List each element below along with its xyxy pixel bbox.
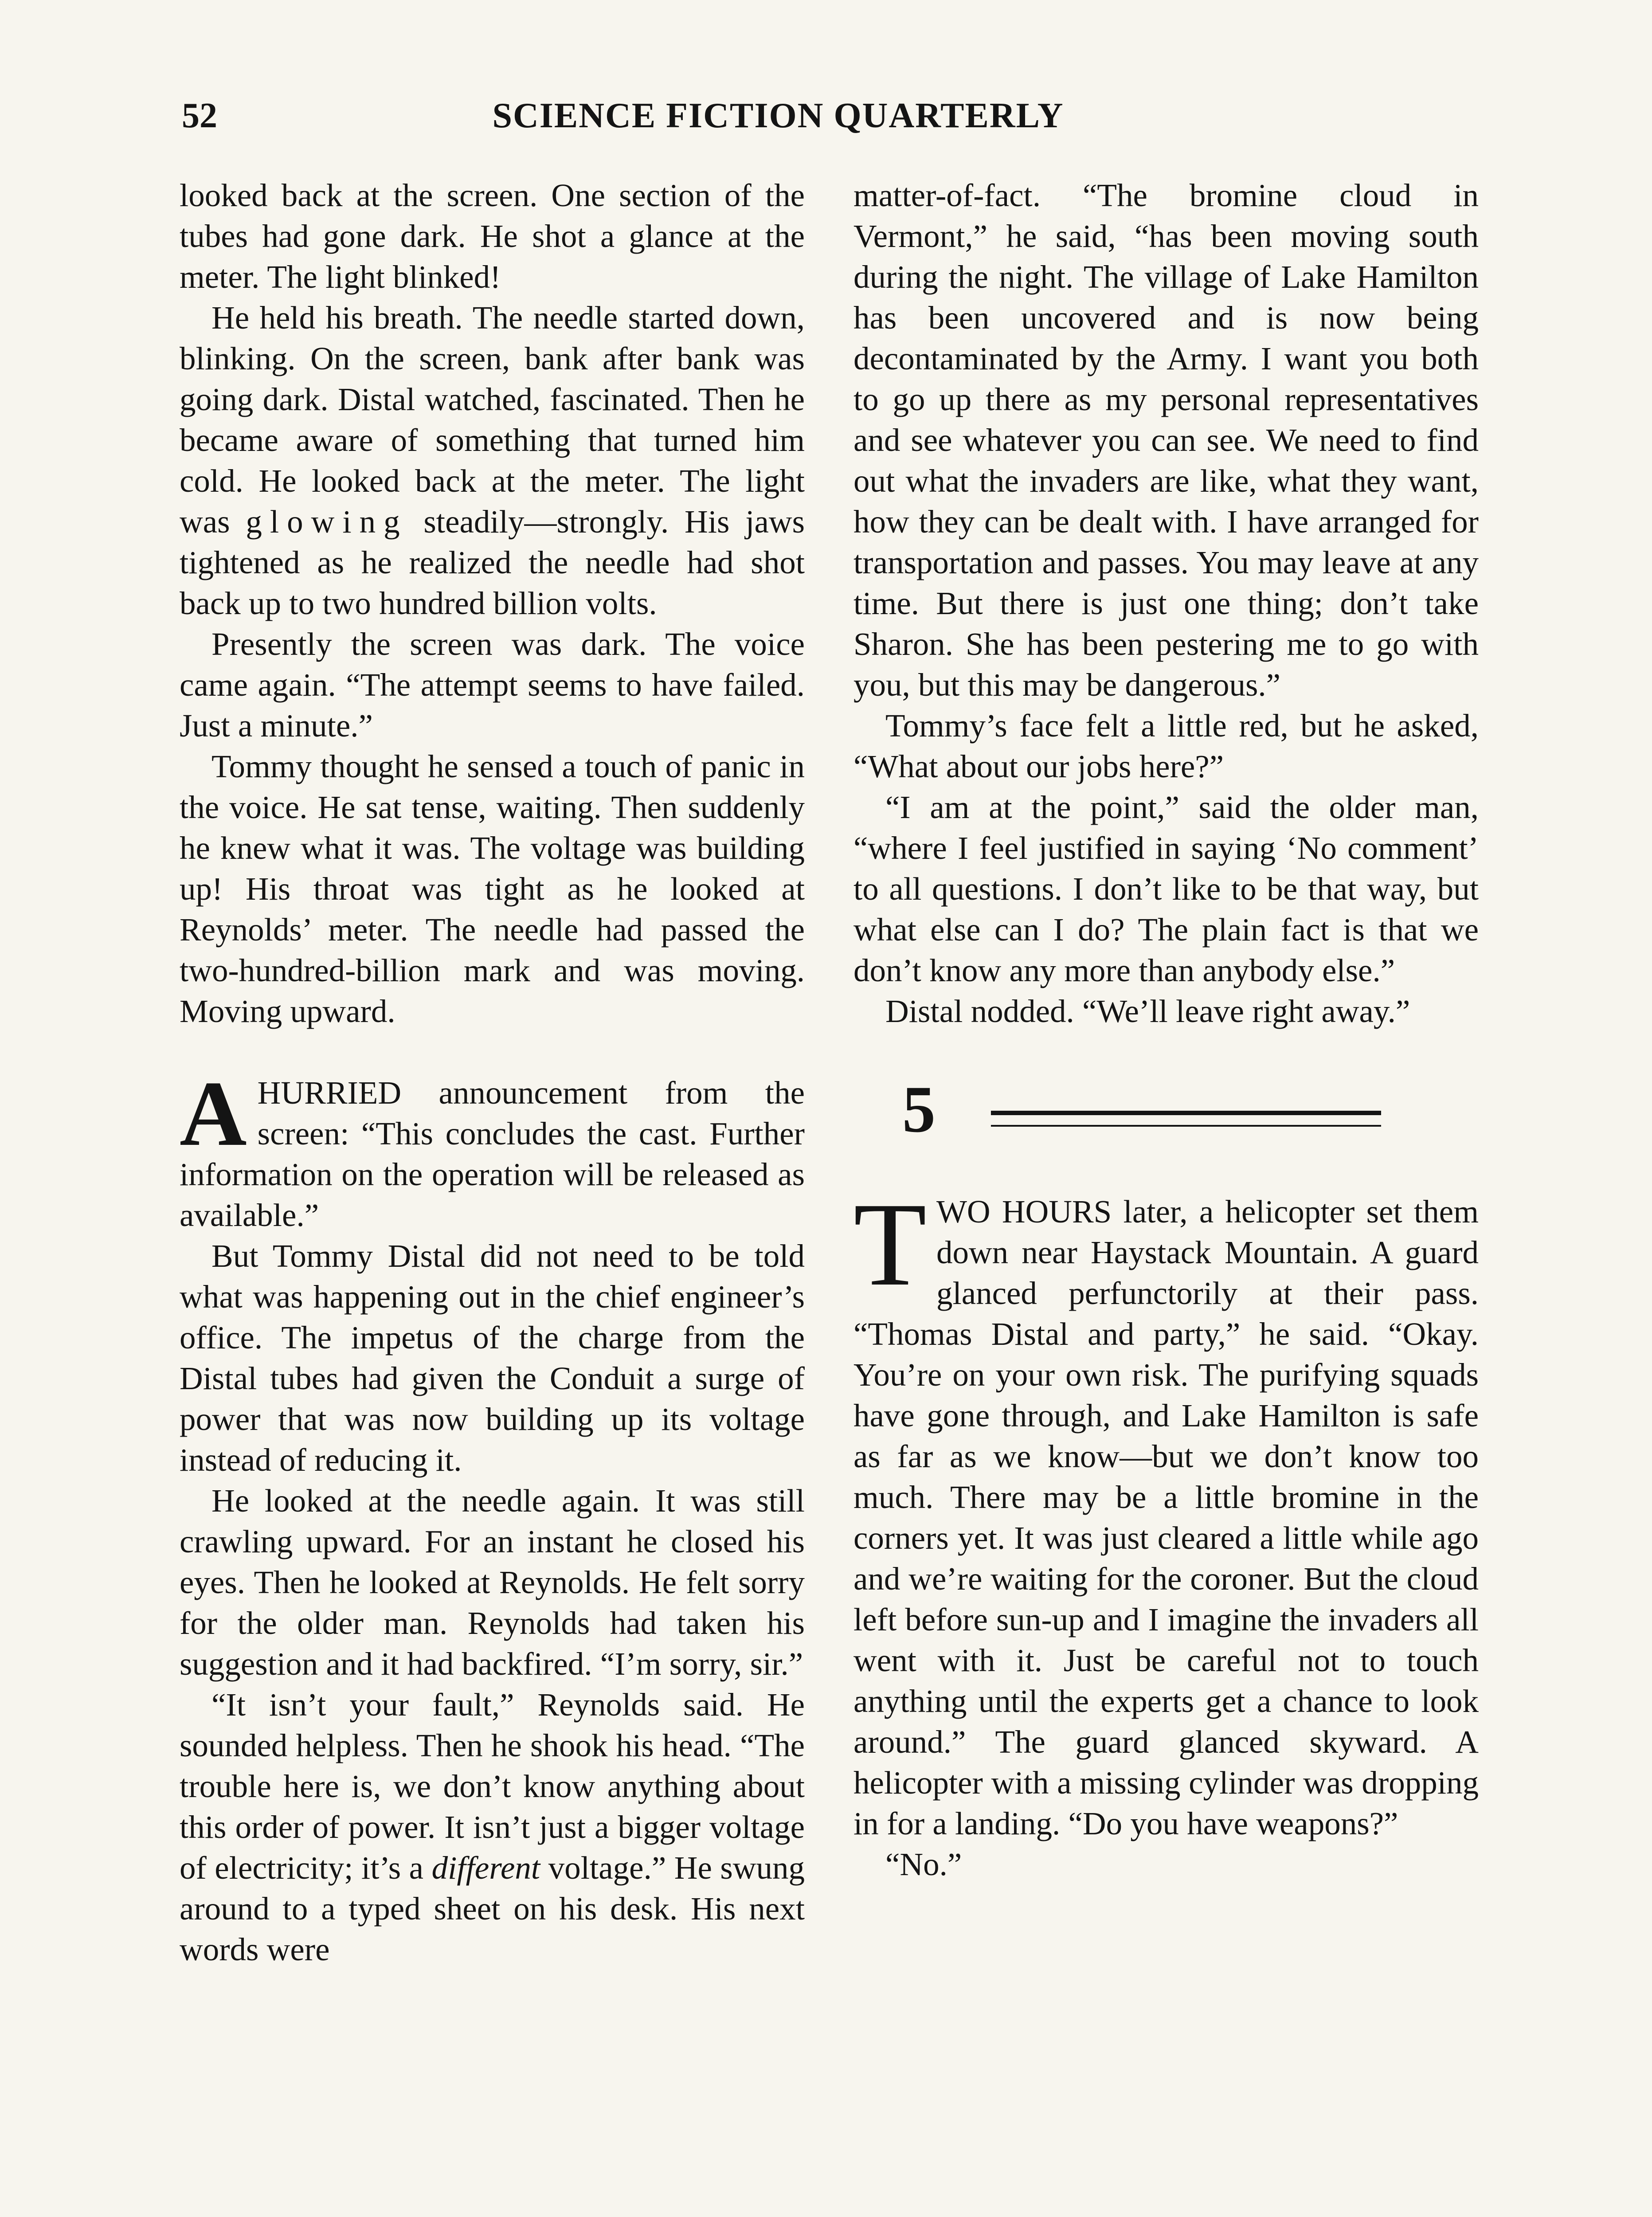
paragraph: But Tommy Distal did not need to be told what was happening out in the chief engineer’s office. The impetus of the charge from the Distal tubes had given the Conduit a surge of power that was now building up its voltage instead of reducing it. bbox=[180, 1238, 805, 1478]
chapter-rule-thin bbox=[991, 1125, 1381, 1127]
section-opening-paragraph bbox=[180, 1062, 805, 1236]
page-number: 52 bbox=[182, 96, 217, 135]
chapter-number: 5 bbox=[902, 1073, 936, 1146]
paragraph: Distal nodded. “We’ll leave right away.” bbox=[885, 993, 1410, 1029]
paragraph: matter-of-fact. “The bromine cloud in Vermont,” he said, “has been moving south during the night. The village of Lake Hamilton has been uncovered and is now being decontaminated by the Army. I want you both to go up there as my personal representatives and see whatever you can see. We need to find out what the invaders are like, what they want, how they can be dealt with. I have arranged for transportation and passes. You may leave at any time. But there is just one thing; don’t take Sharon. She has been pestering me to go with you, but this may be dangerous.” bbox=[853, 177, 1479, 703]
paragraph: Presently the screen was dark. The voice came again. “The attempt seems to have failed. Just a minute.” bbox=[180, 626, 805, 744]
page-header bbox=[182, 96, 1215, 149]
drop-cap: T bbox=[853, 1178, 927, 1311]
drop-cap: A bbox=[180, 1062, 247, 1165]
paragraph: “I am at the point,” said the older man, “where I feel justified in saying ‘No comment’ to all questions. I don’t like to be that way, but what else can I do? The plain fact is that we don’t know any more than anybody else.” bbox=[853, 789, 1479, 988]
paragraph: Tommy’s face felt a little red, but he asked, “What about our jobs here?” bbox=[853, 708, 1479, 784]
left-column bbox=[180, 175, 805, 1970]
text-run: voltage.” He swung around to a typed sheet on his desk. His next words were bbox=[180, 1850, 805, 1967]
italic-word: different bbox=[431, 1850, 540, 1886]
chapter-rule bbox=[991, 1111, 1381, 1115]
text-run: later, a helicopter set them down near Haystack Mountain. A guard glanced perfunctorily at their pass. “Thomas Distal and party,” he said. “Okay. You’re on your own risk. The purifying squads have gone through, and Lake Hamilton is safe as far as we know—but we don’t know too much. There may be a little bromine in the corners yet. It was just cleared a little while ago and we’re waiting for the coroner. But the cloud left before sun-up and I imagine the invaders all went with it. Just be careful not to touch anything until the experts get a chance to look around.” The guard glanced skyward. A helicopter with a missing cylinder was dropping in for a landing. “Do you have weapons?” bbox=[853, 1194, 1479, 1841]
right-column bbox=[853, 175, 1479, 1885]
paragraph: He looked at the needle again. It was still crawling upward. For an instant he closed his eyes. Then he looked at Reynolds. He felt sorry for the older man. Reynolds had taken his suggestion and it had backfired. “I’m sorry, sir.” bbox=[180, 1483, 805, 1682]
paragraph bbox=[180, 1684, 805, 1970]
text-run: “It isn’t your fault,” Reynolds said. He sounded helpless. Then he shook his head. “The trouble here is, we don’t know anything about this order of power. It isn’t just a bigger voltage of electricity; it’s a bbox=[180, 1687, 805, 1886]
paragraph bbox=[180, 298, 805, 624]
lead-in-caps: WO HOURS bbox=[936, 1194, 1112, 1230]
paragraph: “No.” bbox=[885, 1846, 962, 1882]
emphasized-word: glowing bbox=[246, 504, 408, 540]
chapter-opening-paragraph bbox=[853, 1178, 1479, 1844]
text-run: He held his breath. The needle started down, blinking. On the screen, bank after bank was going dark. Distal watched, fascinated. Then he became aware of something that turned him cold. He looked back at the meter. The light was bbox=[180, 300, 805, 540]
paragraph: Tommy thought he sensed a touch of panic in the voice. He sat tense, waiting. Then suddenly he knew what it was. The voltage was building up! His throat was tight as he looked at Reynolds’ meter. The needle had passed the two-hundred-billion mark and was moving. Moving upward. bbox=[180, 748, 805, 1029]
text-run: announcement from the screen: “This concludes the cast. Further information on the operation will be released as available.” bbox=[180, 1075, 805, 1233]
chapter-heading bbox=[853, 1058, 1479, 1191]
paragraph: looked back at the screen. One section of the tubes had gone dark. He shot a glance at the meter. The light blinked! bbox=[180, 177, 805, 295]
text-run: steadily—strongly. His jaws tightened as he realized the needle had shot back up to two hundred billion volts. bbox=[180, 504, 805, 621]
lead-in-caps: HURRIED bbox=[257, 1075, 402, 1111]
running-title: SCIENCE FICTION QUARTERLY bbox=[492, 96, 1064, 135]
